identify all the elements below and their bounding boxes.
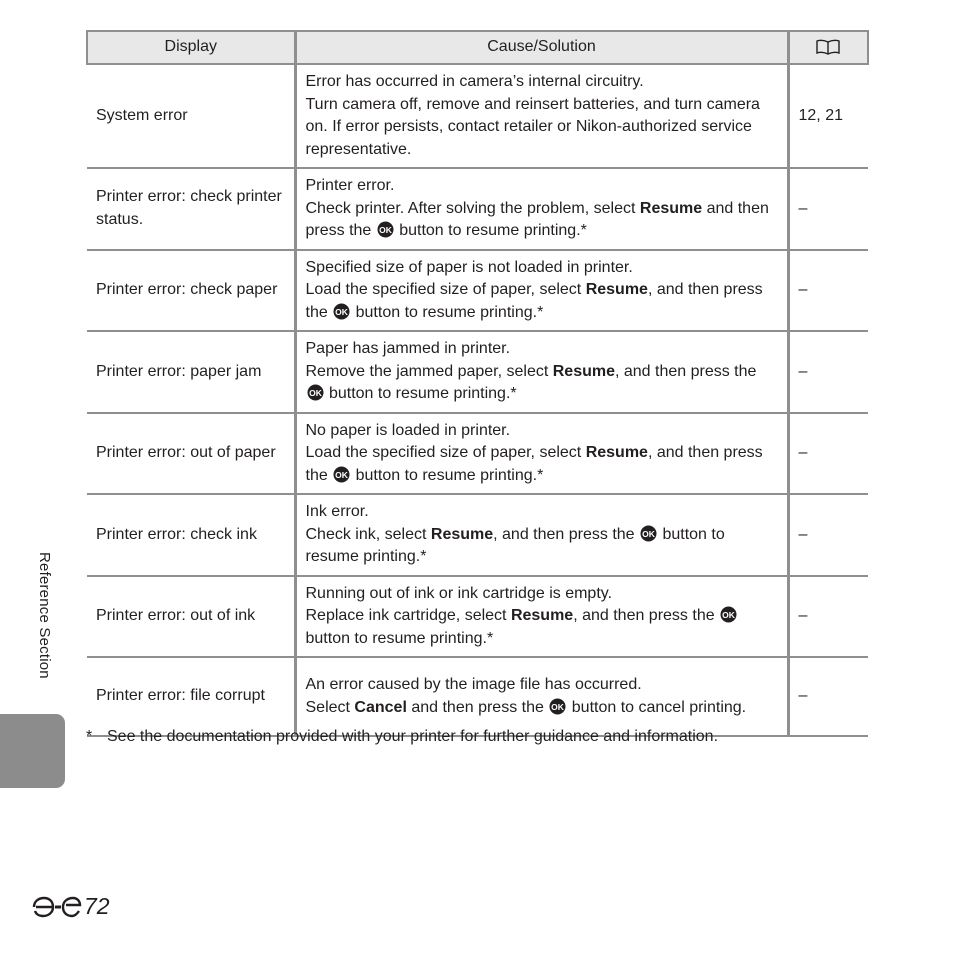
solution-mid: , and then press the [493, 525, 640, 543]
solution-post: button to resume printing.* [324, 385, 517, 402]
solution-pre: Load the specified size of paper, select [305, 444, 586, 461]
ok-button-icon [640, 525, 657, 542]
ok-button-icon [377, 221, 394, 238]
reference-pages: – [788, 576, 868, 658]
cause-solution-cell [295, 494, 788, 576]
section-tab [0, 714, 65, 788]
display-message: Printer error: file corrupt [87, 657, 295, 736]
footnote-text: See the documentation provided with your printer for further guidance and information. [107, 728, 719, 745]
menu-option-label: Resume [510, 607, 574, 624]
table-row [87, 413, 868, 495]
solution-text [306, 442, 779, 487]
reference-pages: – [788, 168, 868, 250]
menu-option-label: Resume [585, 444, 648, 461]
footnote-marker: * [86, 728, 93, 745]
display-message: Printer error: check ink [87, 494, 295, 576]
svg-text:OK: OK [722, 610, 735, 620]
solution-post: button to resume printing.* [305, 629, 494, 647]
display-message: Printer error: paper jam [87, 331, 295, 413]
cause-line: No paper is loaded in printer. [305, 421, 511, 439]
solution-pre: Check ink, select [305, 525, 431, 543]
reference-pages: 12, 21 [788, 64, 868, 168]
menu-option-label: Resume [585, 281, 648, 298]
page-number-value: 72 [84, 893, 110, 919]
side-section-label: Reference Section [36, 552, 53, 679]
svg-text:OK: OK [551, 701, 565, 712]
cause-solution-cell [295, 250, 788, 332]
header-cause-solution: Cause/Solution [295, 31, 788, 64]
solution-text [306, 198, 779, 243]
solution-post: button to resume printing.* [394, 222, 587, 239]
table-row [87, 168, 868, 250]
cause-solution-cell [295, 576, 788, 658]
cause-line: Ink error. [305, 503, 369, 520]
display-message: Printer error: out of ink [87, 576, 295, 658]
table-row [87, 576, 868, 658]
solution-pre: Select [305, 698, 355, 716]
cause-line: Running out of ink or ink cartridge is empty. [305, 584, 613, 602]
solution-text [306, 279, 779, 324]
solution-post: button to cancel printing. [567, 698, 747, 716]
solution-mid: , and then press the [305, 444, 763, 484]
reference-pages: – [788, 331, 868, 413]
cause-solution-cell [295, 168, 788, 250]
menu-option-label: Resume [552, 362, 615, 380]
reference-section-e-icon [30, 895, 82, 919]
cause-line: Specified size of paper is not loaded in printer. [305, 258, 633, 276]
reference-pages: – [788, 250, 868, 332]
cause-solution-cell [295, 413, 788, 495]
cause-line: Printer error. [305, 177, 395, 194]
footnote [86, 726, 886, 748]
cause-solution-cell [295, 657, 788, 736]
solution-text [306, 697, 779, 720]
display-message: Printer error: out of paper [87, 413, 295, 495]
solution-pre: Replace ink cartridge, select [305, 607, 511, 624]
cause-solution-cell [295, 331, 788, 413]
solution-pre: Load the specified size of paper, select [305, 281, 586, 298]
table-row [87, 250, 868, 332]
ok-button-icon [333, 466, 350, 483]
menu-option-label: Resume [430, 525, 494, 543]
reference-pages: – [788, 413, 868, 495]
cause-line: An error caused by the image file has occurred. [305, 676, 642, 693]
solution-mid: , and then press the [573, 607, 720, 624]
header-reference [788, 31, 868, 64]
table-row [87, 494, 868, 576]
error-message-table [86, 30, 869, 737]
cause-solution-cell [295, 64, 788, 168]
solution-mid: , and then press the [305, 281, 763, 321]
cause-line: Paper has jammed in printer. [305, 340, 511, 357]
solution-post: button to resume printing.* [351, 466, 544, 484]
solution-text [306, 605, 779, 650]
svg-text:OK: OK [378, 225, 392, 235]
svg-text:OK: OK [308, 388, 322, 398]
display-message: Printer error: check paper [87, 250, 295, 332]
display-message: Printer error: check printer status. [87, 168, 295, 250]
book-icon [815, 39, 841, 55]
display-message: System error [87, 64, 295, 168]
menu-option-label: Resume [639, 199, 703, 217]
reference-pages: – [788, 657, 868, 736]
table-row [87, 64, 868, 168]
page-number [30, 893, 110, 920]
ok-button-icon [307, 384, 324, 401]
ok-button-icon [720, 606, 737, 623]
solution-post: button to resume printing.* [305, 525, 725, 565]
ok-button-icon [333, 303, 350, 320]
solution-text [306, 361, 779, 406]
solution-pre: Remove the jammed paper, select [305, 362, 553, 380]
solution-pre: Check printer. After solving the problem, select [305, 199, 640, 217]
header-display: Display [87, 31, 295, 64]
solution-post: button to resume printing.* [351, 303, 544, 321]
menu-option-label: Cancel [354, 698, 407, 716]
ok-button-icon [549, 698, 566, 715]
solution-mid: , and then press the [614, 362, 757, 380]
cause-line: Error has occurred in camera’s internal circuitry. [305, 73, 644, 90]
table-header-row [87, 31, 868, 64]
svg-text:OK: OK [335, 469, 349, 480]
solution-mid: and then press the [305, 199, 769, 239]
table-row [87, 657, 868, 736]
reference-pages: – [788, 494, 868, 576]
svg-text:OK: OK [335, 306, 349, 317]
solution-mid: and then press the [406, 698, 549, 716]
table-row [87, 331, 868, 413]
solution-text: Turn camera off, remove and reinsert batteries, and turn camera on. If error persists, contact retailer or Nikon-authorized service representative. [305, 95, 760, 158]
svg-text:OK: OK [642, 528, 655, 539]
solution-text [306, 524, 779, 569]
